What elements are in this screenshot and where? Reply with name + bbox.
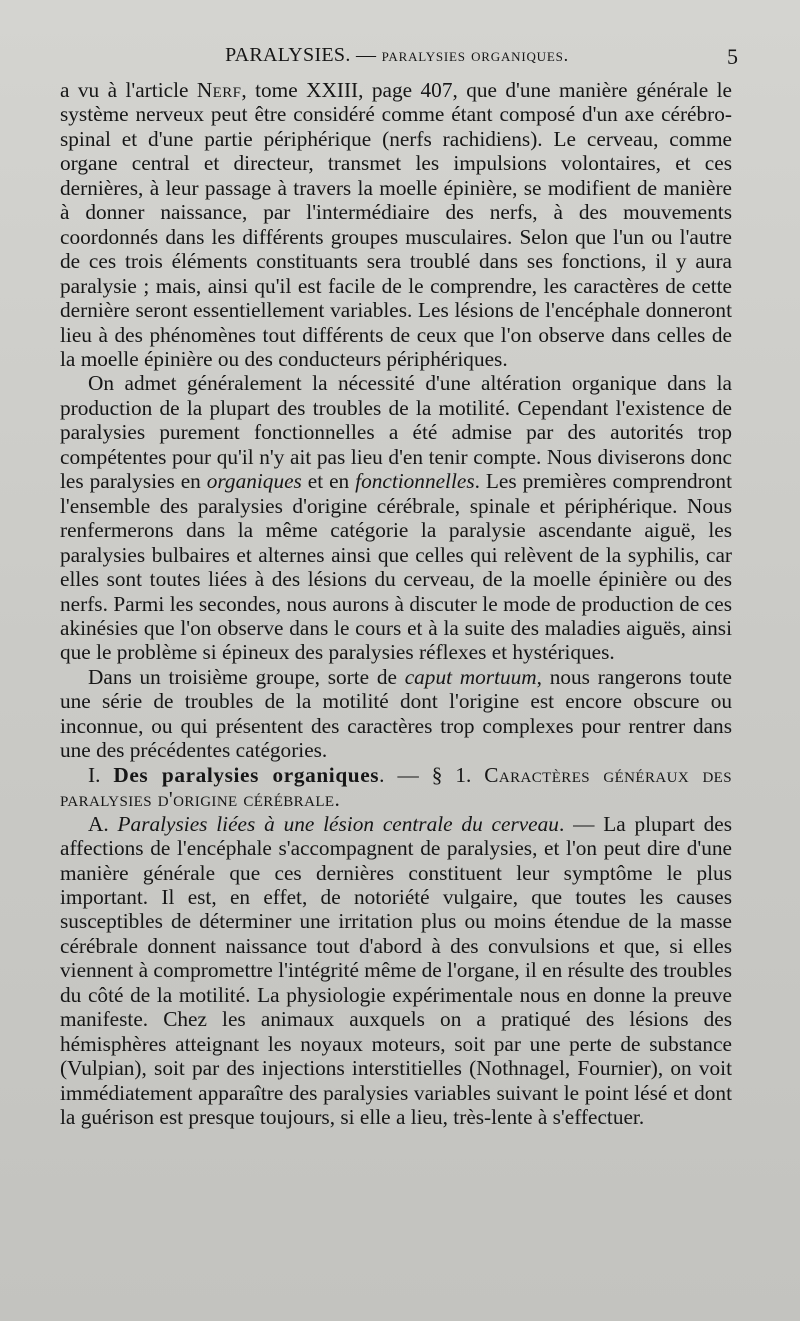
- paragraph-1: [60, 78, 732, 371]
- running-header: [62, 44, 738, 74]
- heading-numeral: I.: [88, 762, 114, 787]
- section-heading: [60, 763, 732, 812]
- running-title: [62, 44, 732, 67]
- running-title-sub: paralysies organiques.: [381, 45, 569, 65]
- p2-text-3: . Les premières comprendront l'ensemble des paralysies d'origine cérébrale, spinale et périphérique. Nous renfermerons dans la même catégorie la paralysie ascendante aiguë, les paralysies bulbaires et alternes ainsi que celles qui relèvent de la syphilis, car elles sont toutes liées à des lésions du cerveau, de la moelle épinière ou des nerfs. Parmi les secondes, nous aurons à discuter le mode de production de ces akinésies que l'on observe dans le cours et à la suite des maladies aiguës, ainsi que le problème si épineux des paralysies réflexes et hystériques.: [60, 469, 732, 665]
- paragraph-2: [60, 371, 732, 664]
- p3-italic-caput-mortuum: caput mortuum: [404, 664, 537, 689]
- p3-text-2: , nous rangerons toute une série de troubles de la motilité dont l'origine est encore obscure ou inconnue, ou qui présentent des caractères trop complexes pour rentrer dans une des précédentes catégories.: [60, 664, 732, 763]
- heading-smallcaps-subtitle: Caractères généraux des paralysies d'origine cérébrale: [60, 762, 732, 812]
- p2-italic-fonctionnelles: fonctionnelles: [355, 469, 475, 494]
- paragraph-5: [60, 812, 732, 1130]
- p2-text-2: et en: [301, 469, 356, 494]
- p5-italic-subsection-title: Paralysies liées à une lésion centrale du cerveau: [117, 811, 559, 836]
- p1-smallcaps-nerf: Nerf: [196, 78, 242, 102]
- p3-text-1: Dans un troisième groupe, sorte de: [88, 664, 405, 689]
- heading-separator: . — § 1.: [379, 762, 485, 787]
- p2-italic-organiques: organiques: [206, 469, 302, 494]
- p2-text-1: On admet généralement la nécessité d'une altération organique dans la production de la plupart des troubles de la motilité. Cependant l'existence de paralysies purement fonctionnelles a été admise par des autorités trop compétentes pour qu'il n'y ait pas lieu d'en tenir compte. Nous diviserons donc les paralysies en: [60, 371, 732, 494]
- page-number: 5: [727, 44, 738, 69]
- paragraph-3: [60, 665, 732, 763]
- p5-text-2: . — La plupart des affections de l'encéphale s'accompagnent de paralysies, et l'on peut dire d'une manière générale que ces dernières constituent leur symptôme le plus important. Il est, en effet, de notoriété vulgaire, que toutes les causes susceptibles de déterminer une irritation plus ou moins étendue de la masse cérébrale donnent naissance tout d'abord à des convulsions et que, si elles viennent à compromettre l'intégrité même de l'organe, il en résulte des troubles du côté de la motilité. La physiologie expérimentale nous en donne la preuve manifeste. Chez les animaux auxquels on a pratiqué des lésions des hémisphères atteignant les noyaux moteurs, soit par une perte de substance (Vulpian), soit par des injections interstitielles (Nothnagel, Fournier), on voit immédiatement apparaître des paralysies variables suivant le point lésé et dont la guérison est presque toujours, si elle a lieu, très-lente à s'effectuer.: [60, 811, 733, 1130]
- p1-text-2: , tome XXIII, page 407, que d'une manière générale le système nerveux peut être considéré comme étant composé d'un axe cérébro-spinal et d'une partie périphérique (nerfs rachidiens). Le cerveau, comme organe central et directeur, transmet les impulsions volontaires, et ces dernières, à leur passage à travers la moelle épinière, se modifient de manière à donner naissance, par l'intermédiaire des nerfs, à des mouvements coordonnés dans les différents groupes musculaires. Selon que l'un ou l'autre de ces trois éléments constituants sera troublé dans ses fonctions, il y aura paralysie ; mais, ainsi qu'il est facile de le comprendre, les caractères de cette dernière seront essentiellement variables. Les lésions de l'encéphale donneront lieu à des phénomènes tout différents de ceux que l'on observe dans celles de la moelle épinière ou des conducteurs périphériques.: [60, 78, 732, 371]
- p5-text-1: A.: [88, 811, 118, 836]
- running-title-main: PARALYSIES. —: [225, 44, 377, 66]
- p1-text-1: a vu à l'article: [60, 78, 197, 102]
- heading-end: .: [334, 787, 340, 812]
- heading-bold-title: Des paralysies organiques: [113, 762, 380, 787]
- page-body: [60, 78, 732, 1129]
